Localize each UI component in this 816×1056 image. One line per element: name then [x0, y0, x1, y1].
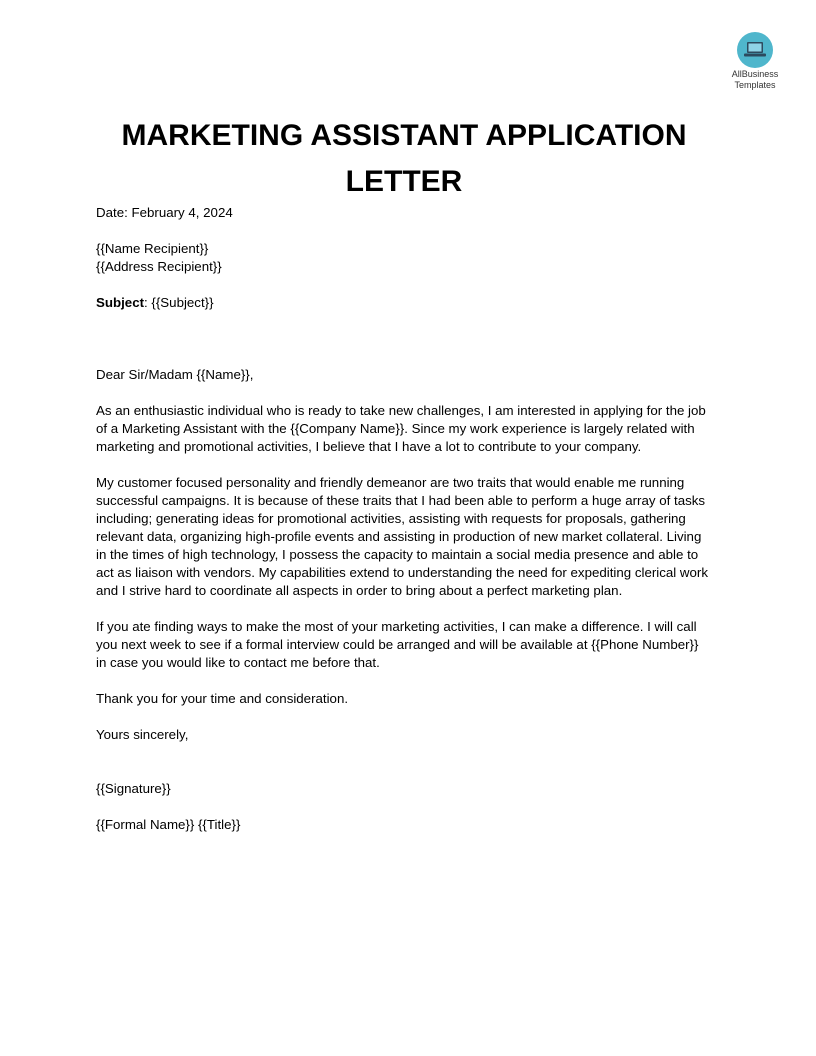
paragraph-2-line: including; generating ideas for promotional activities, assisting with requests for proposals, gathering — [96, 511, 686, 526]
paragraph-3-line: If you ate finding ways to make the most of your marketing activities, I can make a difference. I will call — [96, 619, 697, 634]
salutation: Dear Sir/Madam {{Name}}, — [96, 367, 254, 382]
closing-line: Yours sincerely, — [96, 727, 189, 742]
paragraph-1-line: As an enthusiastic individual who is ready to take new challenges, I am interested in applying for the job — [96, 403, 706, 418]
subject-label: Subject — [96, 295, 145, 310]
subject-line — [96, 294, 726, 312]
thanks-line: Thank you for your time and consideration. — [96, 691, 349, 706]
paragraph-1-line: marketing and promotional activities, I believe that I have a lot to contribute to your company. — [96, 439, 642, 454]
title-line-1: MARKETING ASSISTANT APPLICATION — [121, 119, 687, 152]
paragraph-3-line: you next week to see if a formal interview could be arranged and will be available at {{Phone Number}} — [96, 637, 699, 652]
paragraph-2-line: and I strive hard to coordinate all aspects in order to bring about a perfect marketing plan. — [96, 583, 623, 598]
signature-placeholder: {{Signature}} — [96, 781, 171, 796]
paragraph-2-line: act as liaison with vendors. My capabilities extend to understanding the need for expediting clerical work — [96, 565, 708, 580]
letter-title — [96, 113, 712, 205]
paragraph-2-line: My customer focused personality and friendly demeanor are two traits that would enable me running — [96, 475, 685, 490]
letter-body — [96, 204, 726, 834]
paragraph-2-line: successful campaigns. It is because of these traits that I had been able to perform a huge array of tasks — [96, 493, 706, 508]
paragraph-2 — [96, 474, 726, 600]
logo-text-line1: AllBusiness — [731, 69, 779, 79]
laptop-icon — [737, 32, 773, 68]
allbusiness-templates-logo — [722, 32, 788, 90]
paragraph-1 — [96, 402, 726, 456]
recipient-name: {{Name Recipient}} — [96, 241, 209, 256]
paragraph-2-line: in the times of high technology, I possess the capacity to maintain a social media presence and able to — [96, 547, 699, 562]
date-line: Date: February 4, 2024 — [96, 205, 233, 220]
logo-text-line2: Templates — [734, 80, 776, 90]
paragraph-1-line: of a Marketing Assistant with the {{Company Name}}. Since my work experience is largely related with — [96, 421, 695, 436]
paragraph-2-line: relevant data, organizing high-profile events and assisting in production of new market collateral. Living — [96, 529, 702, 544]
paragraph-3 — [96, 618, 726, 672]
paragraph-3-line: in case you would like to contact me before that. — [96, 655, 380, 670]
recipient-address: {{Address Recipient}} — [96, 259, 222, 274]
formal-name-title: {{Formal Name}} {{Title}} — [96, 817, 241, 832]
subject-value: : {{Subject}} — [144, 295, 214, 310]
title-line-2: LETTER — [345, 165, 463, 198]
